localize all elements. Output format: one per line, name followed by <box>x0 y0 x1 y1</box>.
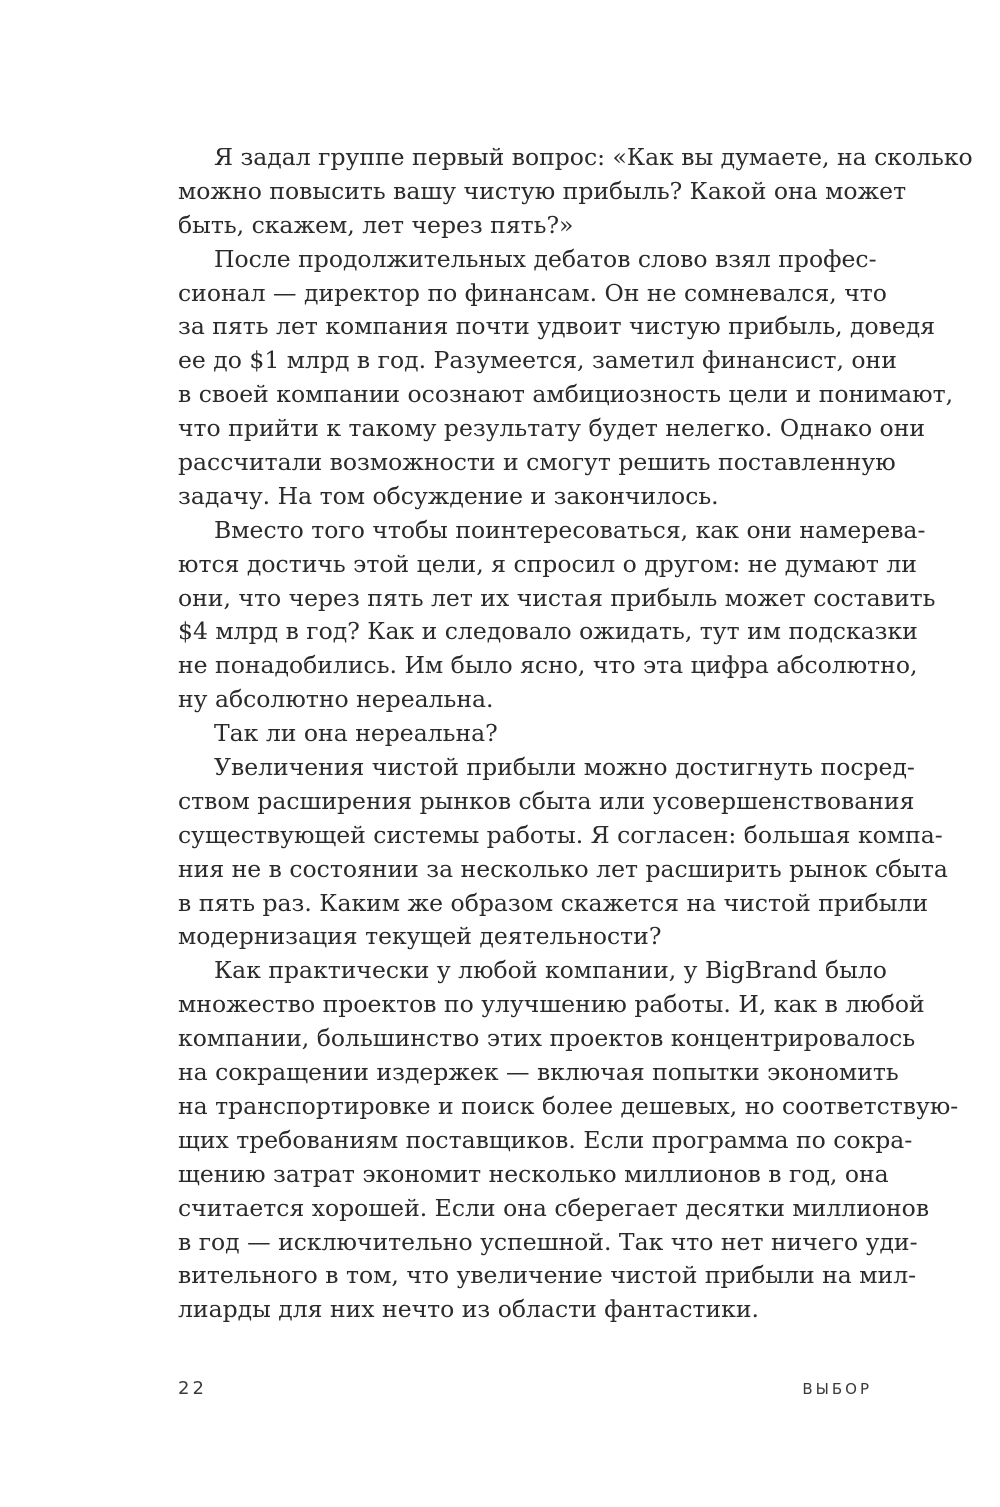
text-line: Увеличения чистой прибыли можно достигнуть посред- <box>214 753 915 782</box>
text-line: Я задал группе первый вопрос: «Как вы думаете, на сколько <box>214 143 973 171</box>
text-line: считается хорошей. Если она сберегает десятки миллионов <box>178 1193 930 1222</box>
text-line: ством расширения рынков сбыта или усовершенствования <box>178 786 915 815</box>
text-line: множество проектов по улучшению работы. И, как в любой <box>178 990 925 1019</box>
text-line: рассчитали возможности и смогут решить поставленную <box>178 448 896 477</box>
text-line: не понадобились. Им было ясно, что эта цифра абсолютно, <box>178 651 918 680</box>
text-line: модернизация текущей деятельности? <box>178 922 662 951</box>
text-line: ее до $1 млрд в год. Разумеется, заметил финансист, они <box>178 346 897 375</box>
text-line: $4 млрд в год? Как и следовало ожидать, тут им подсказки <box>178 617 918 646</box>
text-line: можно повысить вашу чистую прибыль? Какой она может <box>178 176 907 205</box>
text-line: быть, скажем, лет через пять?» <box>178 210 574 239</box>
text-line: ну абсолютно нереальна. <box>178 685 494 714</box>
page-number: 22 <box>178 1378 207 1399</box>
running-title: ВЫБОР <box>802 1380 872 1398</box>
paragraph <box>178 141 973 243</box>
paragraph <box>178 954 959 1327</box>
text-line: в год — исключительно успешной. Так что нет ничего уди- <box>178 1227 918 1256</box>
text-line: задачу. На том обсуждение и закончилось. <box>178 481 719 510</box>
text-line: сионал — директор по финансам. Он не сомневался, что <box>178 278 887 307</box>
text-line: существующей системы работы. Я согласен: большая компа- <box>178 820 943 849</box>
text-line: щих требованиям поставщиков. Если программа по сокра- <box>178 1125 913 1154</box>
text-line: в своей компании осознают амбициозность цели и понимают, <box>178 380 954 409</box>
text-line: После продолжительных дебатов слово взял профес- <box>214 244 877 273</box>
text-line: Так ли она нереальна? <box>214 719 498 748</box>
text-line: лиарды для них нечто из области фантастики. <box>178 1295 759 1324</box>
paragraph <box>178 751 948 954</box>
text-line: за пять лет компания почти удвоит чистую прибыль, доведя <box>178 312 936 341</box>
text-line: ются достичь этой цели, я спросил о другом: не думают ли <box>178 549 917 578</box>
paragraph <box>178 717 872 751</box>
text-line: компании, большинство этих проектов концентрировалось <box>178 1024 916 1053</box>
text-line: ния не в состоянии за несколько лет расширить рынок сбыта <box>178 854 948 883</box>
text-line: вительного в том, что увеличение чистой прибыли на мил- <box>178 1261 917 1290</box>
paragraph <box>178 514 936 717</box>
text-line: что прийти к такому результату будет нелегко. Однако они <box>178 414 926 443</box>
body-text <box>178 141 973 1327</box>
paragraph <box>178 243 954 514</box>
text-line: Как практически у любой компании, у BigBrand было <box>214 956 887 985</box>
text-line: они, что через пять лет их чистая прибыль может составить <box>178 583 936 612</box>
text-line: на сокращении издержек — включая попытки экономить <box>178 1058 899 1087</box>
text-line: в пять раз. Каким же образом скажется на чистой прибыли <box>178 888 929 917</box>
text-line: Вместо того чтобы поинтересоваться, как они намерева- <box>214 515 926 544</box>
text-line: щению затрат экономит несколько миллионов в год, она <box>178 1159 889 1188</box>
text-line: на транспортировке и поиск более дешевых, но соответствую- <box>178 1091 959 1120</box>
